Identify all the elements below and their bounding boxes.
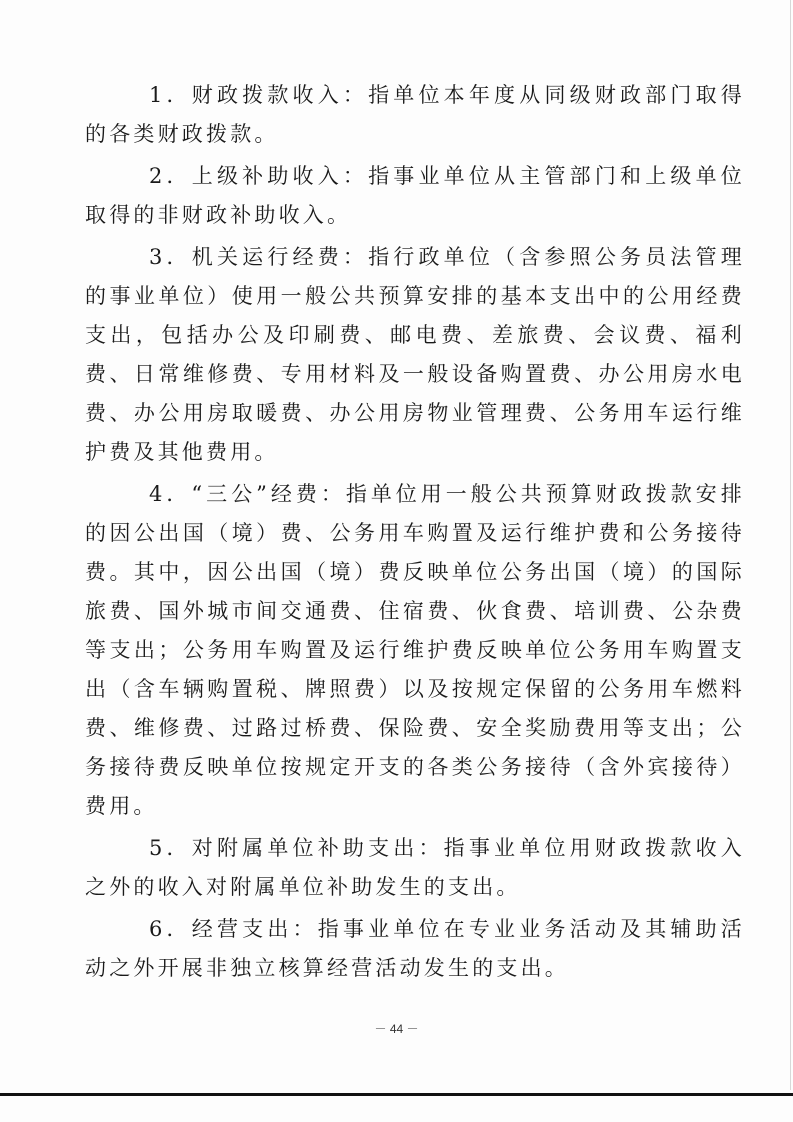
paragraph-superior-subsidy-income: 2．上级补助收入：指事业单位从主管部门和上级单位取得的非财政补助收入。 xyxy=(85,164,745,227)
paragraph-operating-expenditure: 6．经营支出：指事业单位在专业业务活动及其辅助活动之外开展非独立核算经营活动发生的支出。 xyxy=(85,917,745,980)
document-body xyxy=(85,76,745,988)
paragraph-fiscal-appropriation-income: 1．财政拨款收入：指单位本年度从同级财政部门取得的各类财政拨款。 xyxy=(85,83,745,146)
paragraph-three-public-expenses: 4．“三公”经费：指单位用一般公共预算财政拨款安排的因公出国（境）费、公务用车购置及运行维护费和公务接待费。其中，因公出国（境）费反映单位公务出国（境）的国际旅费、国外城市间交通费、住宿费、伙食费、培训费、公杂费等支出；公务用车购置及运行维护费反映单位公务用车购置支出（含车辆购置税、牌照费）以及按规定保留的公务用车燃料费、维修费、过路过桥费、保险费、安全奖励费用等支出；公务接待费反映单位按规定开支的各类公务接待（含外宾接待）费用。 xyxy=(85,482,745,818)
scan-edge-line xyxy=(790,0,791,1090)
paragraph-agency-operating-expenses: 3．机关运行经费：指行政单位（含参照公务员法管理的事业单位）使用一般公共预算安排的基本支出中的公用经费支出，包括办公及印刷费、邮电费、差旅费、会议费、福利费、日常维修费、专用材料及一般设备购置费、办公用房水电费、办公用房取暖费、办公用房物业管理费、公务用车运行维护费及其他费用。 xyxy=(85,245,745,464)
bottom-border-line xyxy=(0,1093,793,1096)
page-number: － 44 － xyxy=(374,1022,419,1036)
paragraph-subsidiary-unit-subsidy: 5．对附属单位补助支出：指事业单位用财政拨款收入之外的收入对附属单位补助发生的支出。 xyxy=(85,836,745,899)
